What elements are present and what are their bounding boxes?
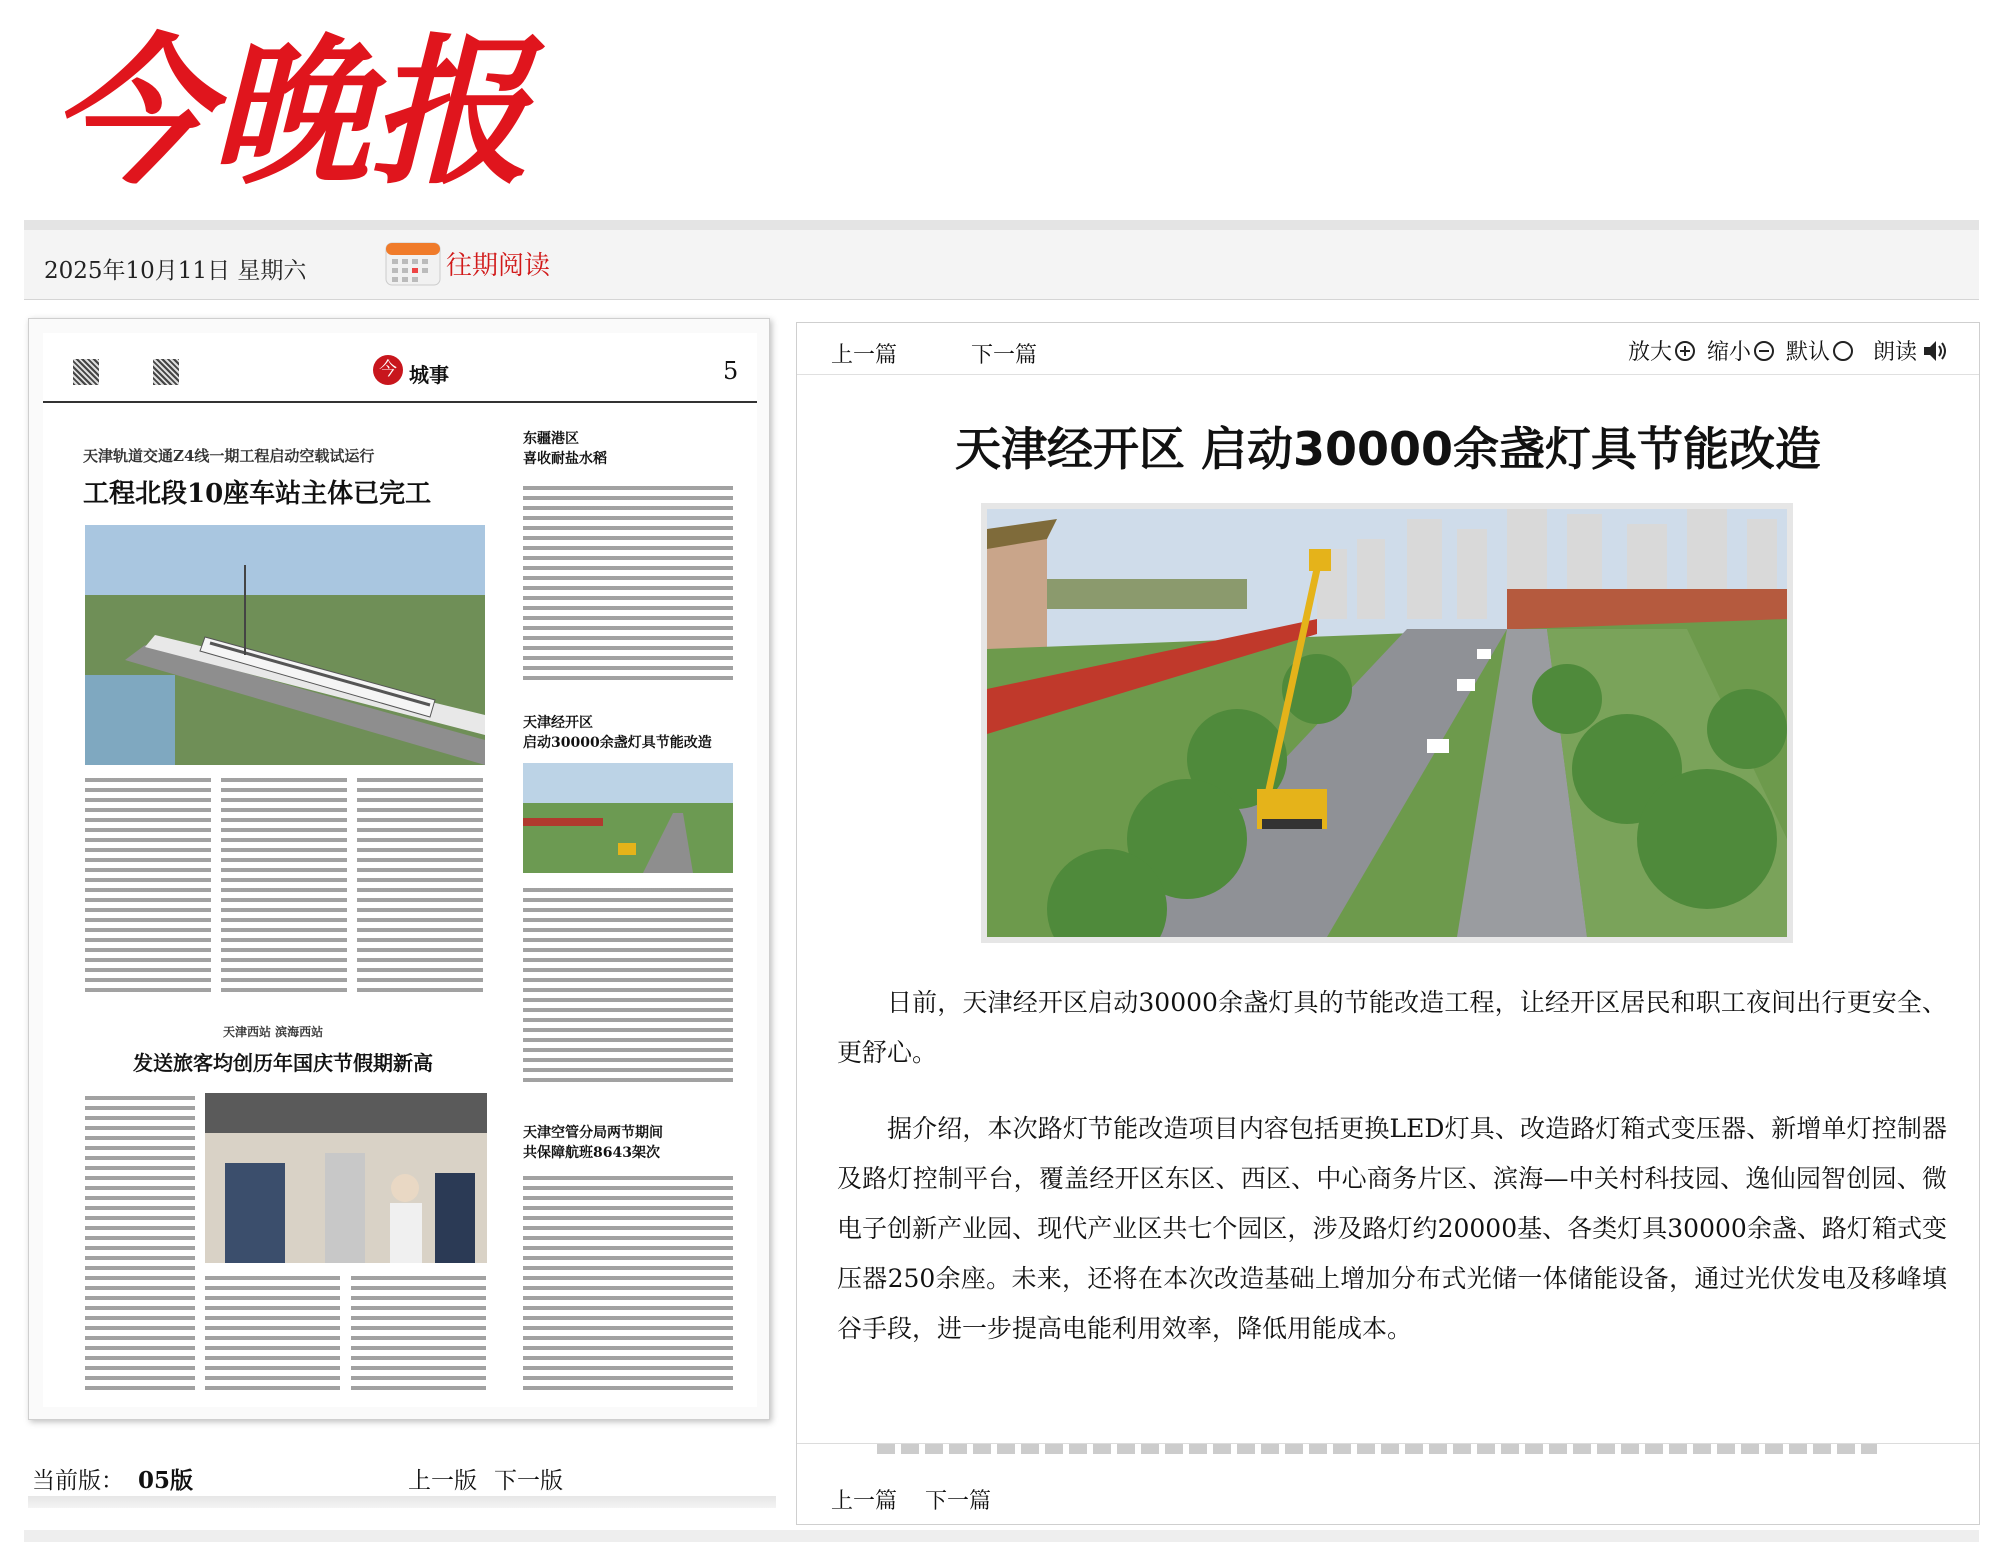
article-panel: [796, 322, 1980, 1525]
read-aloud-button[interactable]: 朗读: [1873, 335, 1949, 366]
article2-headline[interactable]: 发送旅客均创历年国庆节假期新高: [133, 1051, 433, 1075]
article-paragraph: 日前，天津经开区启动30000余盏灯具的节能改造工程，让经开区居民和职工夜间出行更安全、更舒心。: [837, 988, 1947, 1067]
side3-headline[interactable]: 天津空管分局两节期间 共保障航班8643架次: [523, 1125, 663, 1161]
issue-date: 2025年10月11日 星期六: [44, 258, 307, 284]
footer-prev-article-link[interactable]: 上一篇: [831, 1489, 898, 1514]
qr-code-icon: [153, 359, 179, 385]
speaker-icon: [1921, 337, 1949, 365]
past-issues-link[interactable]: [384, 238, 550, 288]
prev-page-link[interactable]: 上一版: [408, 1468, 477, 1494]
prev-article-link[interactable]: 上一篇: [831, 343, 898, 368]
zoom-out-button[interactable]: 缩小: [1707, 335, 1774, 366]
article1-subtitle[interactable]: 天津轨道交通Z4线一期工程启动空载试运行: [83, 447, 375, 465]
article-title: 天津经开区 启动30000余盏灯具节能改造: [954, 422, 1822, 476]
zoom-in-button[interactable]: 放大: [1628, 335, 1695, 366]
page-nav: [28, 1448, 776, 1508]
side1-headline[interactable]: 东疆港区 喜收耐盐水稻: [523, 431, 607, 467]
date-bar: [24, 220, 1979, 300]
article-footer-nav: [797, 1468, 1979, 1524]
plus-circle-icon: [1675, 341, 1695, 361]
minus-circle-icon: [1754, 341, 1774, 361]
article-body: [837, 978, 1947, 1380]
page-number: 5: [723, 357, 739, 385]
station-photo[interactable]: [205, 1093, 487, 1263]
truncated-text: [797, 1443, 1979, 1469]
article-photo: [981, 503, 1793, 943]
article1-headline[interactable]: 工程北段10座车站主体已完工: [83, 479, 432, 509]
current-page-label: 当前版：: [32, 1468, 124, 1494]
default-size-button[interactable]: 默认: [1786, 335, 1853, 366]
article-toolbar: [797, 323, 1979, 375]
bottom-divider: [24, 1530, 1979, 1542]
side2-headline[interactable]: 天津经开区 启动30000余盏灯具节能改造: [523, 715, 712, 751]
calendar-icon: [384, 239, 442, 287]
section-badge: 今: [373, 355, 403, 385]
section-name: 城事: [409, 363, 449, 387]
next-page-link[interactable]: 下一版: [494, 1468, 563, 1494]
current-page-value: 05版: [138, 1467, 194, 1494]
page-header: [43, 333, 757, 403]
footer-next-article-link[interactable]: 下一篇: [925, 1489, 992, 1514]
masthead-logo: [50, 18, 610, 208]
article2-subtitle[interactable]: 天津西站 滨海西站: [223, 1025, 324, 1039]
train-photo[interactable]: [85, 525, 485, 765]
side2-photo[interactable]: [523, 763, 733, 873]
circle-icon: [1833, 341, 1853, 361]
past-issues-label: 往期阅读: [446, 250, 551, 281]
qr-code-icon: [73, 359, 99, 385]
article-paragraph: 据介绍，本次路灯节能改造项目内容包括更换LED灯具、改造路灯箱式变压器、新增单灯控制器及路灯控制平台，覆盖经开区东区、西区、中心商务片区、滨海—中关村科技园、逸仙园智创园、微电子创新产业园、现代产业区共七个园区，涉及路灯约20000基、各类灯具30000余盏、路灯箱式变压器250余座。未来，还将在本次改造基础上增加分布式光储一体储能设备，通过光伏发电及移峰填谷手段，进一步提高电能利用效率，降低用能成本。: [837, 1114, 1947, 1343]
page-preview[interactable]: [28, 318, 770, 1420]
next-article-link[interactable]: 下一篇: [971, 343, 1038, 368]
logo-text: 今晚报: [50, 18, 531, 206]
